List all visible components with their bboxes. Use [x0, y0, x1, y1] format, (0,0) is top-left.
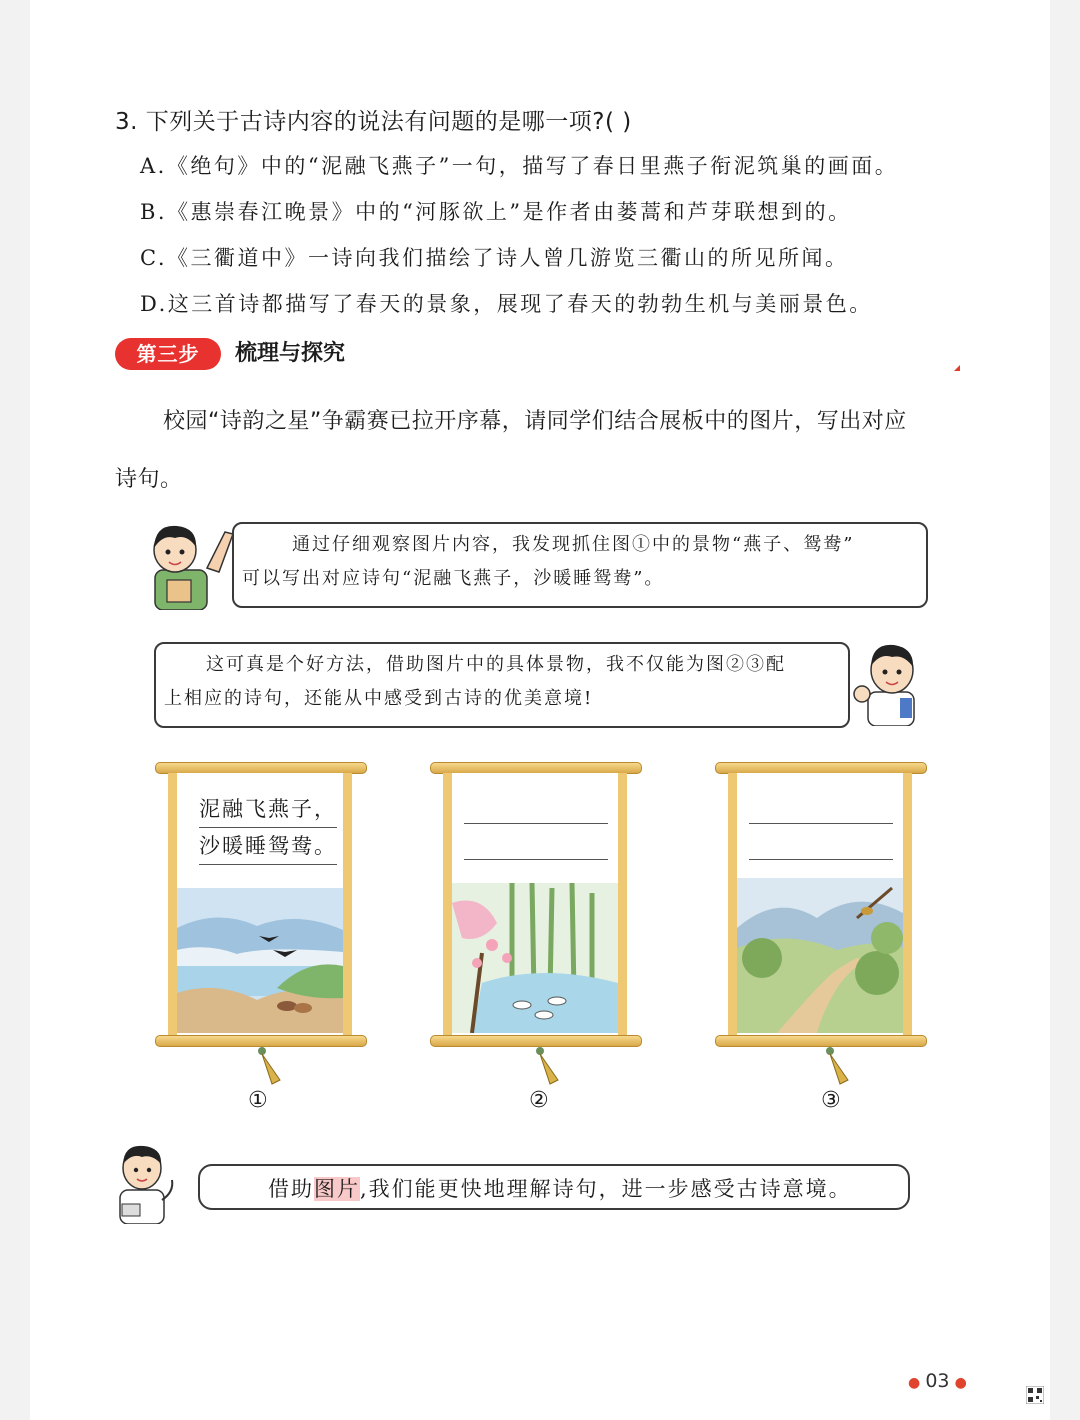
- page-dot-left-icon: ●: [908, 1375, 921, 1391]
- option-b: B.《惠崇春江晚景》中的“河豚欲上”是作者由蒌蒿和芦芽联想到的。: [140, 200, 852, 224]
- scroll-3-answer-line-1[interactable]: [749, 823, 893, 824]
- scroll-1-panel: [168, 773, 352, 1035]
- scroll-1-number: ①: [248, 1088, 268, 1113]
- scroll-3-number: ③: [821, 1088, 841, 1113]
- question-3-title: 3. 下列关于古诗内容的说法有问题的是哪一项?( ): [115, 109, 632, 135]
- corner-mark-icon: [954, 365, 960, 371]
- scroll-1-poem-line-1: 泥融飞燕子，: [199, 791, 337, 828]
- bubble-3-text-before: 借助: [268, 1177, 314, 1201]
- scroll-2-answer-line-2[interactable]: [464, 859, 608, 860]
- scroll-3-panel: [728, 773, 912, 1035]
- scroll-2-number: ②: [529, 1088, 549, 1113]
- scroll-2-bamboo-peach-picture: [452, 883, 618, 1033]
- step-badge: 第三步: [115, 338, 221, 370]
- speech-bubble-1: [232, 522, 928, 608]
- boy-waving-icon: [145, 520, 237, 610]
- speech-bubble-2: [154, 642, 850, 728]
- option-a: A.《绝句》中的“泥融飞燕子”一句，描写了春日里燕子衔泥筑巢的画面。: [140, 154, 899, 178]
- scroll-2-tassel-icon: [530, 1046, 570, 1086]
- bubble-2-line-1: 这可真是个好方法，借助图片中的具体景物，我不仅能为图②③配: [206, 654, 786, 675]
- intro-line-2: 诗句。: [115, 467, 183, 492]
- bubble-1-line-2: 可以写出对应诗句“泥融飞燕子，沙暖睡鸳鸯”。: [242, 568, 665, 589]
- scroll-2-answer-line-1[interactable]: [464, 823, 608, 824]
- speech-bubble-3: [198, 1164, 910, 1210]
- intro-line-1: 校园“诗韵之星”争霸赛已拉开序幕，请同学们结合展板中的图片，写出对应: [163, 409, 907, 434]
- workbook-page: [30, 0, 1050, 1420]
- boy-thumbs-up-icon: [850, 640, 932, 726]
- bubble-3-text-after: ,我们能更快地理解诗句，进一步感受古诗意境。: [360, 1177, 852, 1201]
- bubble-3-highlight: 图片: [314, 1177, 360, 1201]
- qr-code-icon: [1026, 1386, 1044, 1404]
- page-number-area: [908, 1370, 967, 1392]
- scroll-3-answer-line-2[interactable]: [749, 859, 893, 860]
- section-title: 梳理与探究: [235, 341, 346, 366]
- scroll-3-mountain-path-picture: [737, 878, 903, 1033]
- option-d: D.这三首诗都描写了春天的景象，展现了春天的勃勃生机与美丽景色。: [140, 292, 873, 316]
- scroll-1-swallows-river-picture: [177, 888, 343, 1033]
- scroll-1-poem-line-2: 沙暖睡鸳鸯。: [199, 828, 337, 865]
- scroll-1-tassel-icon: [252, 1046, 292, 1086]
- scroll-2-panel: [443, 773, 627, 1035]
- scroll-3-tassel-icon: [820, 1046, 860, 1086]
- boy-pointing-icon: [112, 1142, 182, 1224]
- bubble-2-line-2: 上相应的诗句，还能从中感受到古诗的优美意境!: [164, 688, 594, 709]
- option-c: C.《三衢道中》一诗向我们描绘了诗人曾几游览三衢山的所见所闻。: [140, 246, 849, 270]
- page-dot-right-icon: ●: [954, 1375, 967, 1391]
- bubble-1-line-1: 通过仔细观察图片内容，我发现抓住图①中的景物“燕子、鸳鸯”: [292, 534, 855, 555]
- page-number: 03: [925, 1370, 950, 1392]
